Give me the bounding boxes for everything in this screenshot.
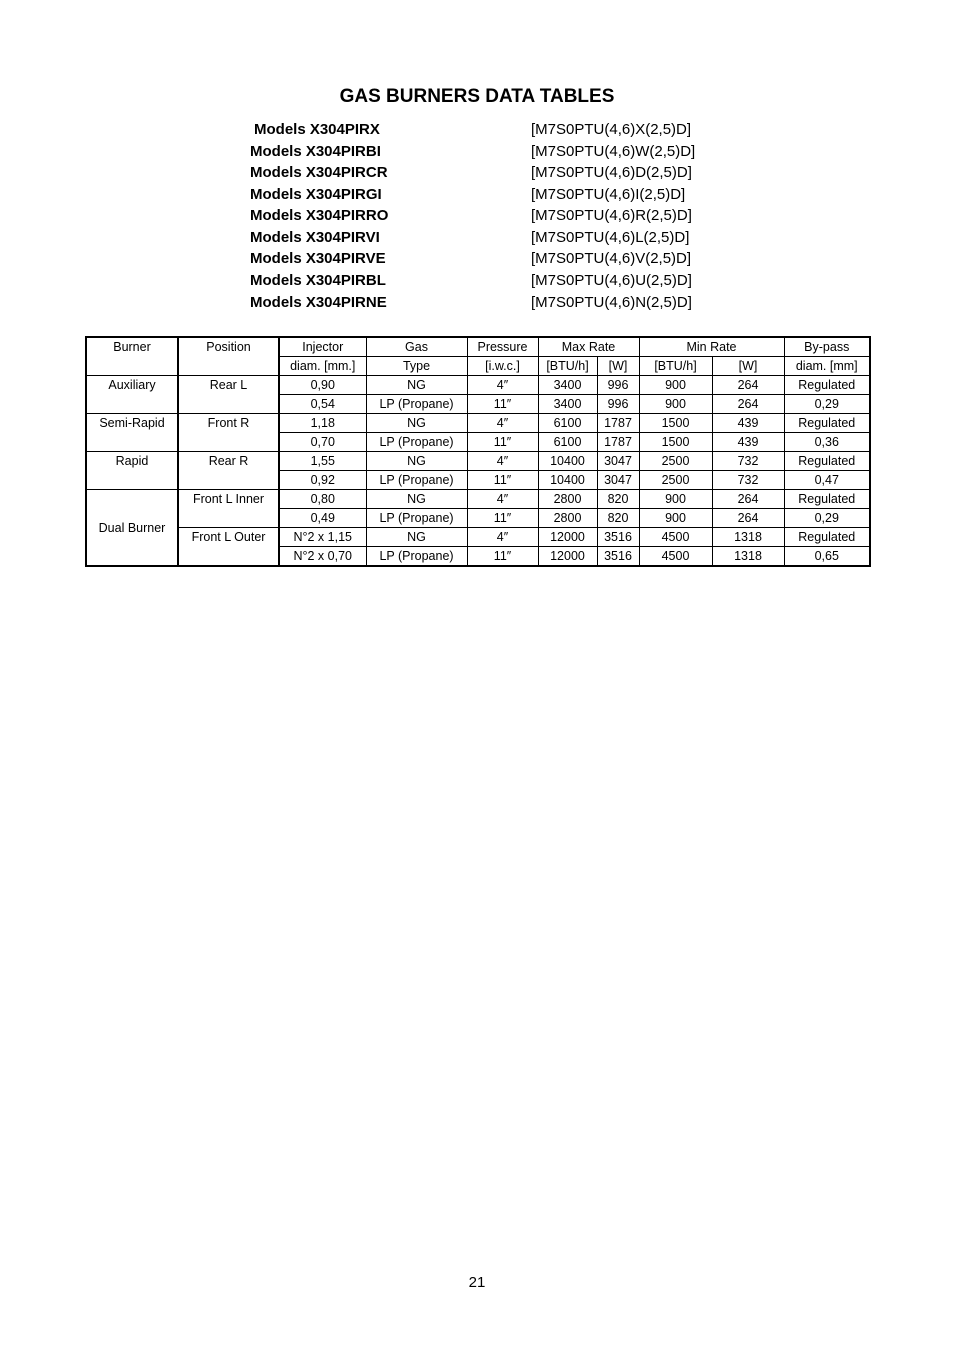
header-max-rate: Max Rate [538,337,639,357]
model-name: Models X304PIRX [254,121,380,138]
subheader-gas: Type [366,357,467,376]
table-row [86,490,870,509]
model-code: [M7S0PTU(4,6)D(2,5)D] [531,164,692,181]
model-row [0,121,954,143]
model-name: Models X304PIRNE [250,294,387,311]
cell-min-btu: 900 [639,490,712,509]
model-row [0,294,954,316]
cell-min-btu: 4500 [639,528,712,547]
cell-bypass: 0,29 [784,395,870,414]
cell-bypass: Regulated [784,452,870,471]
cell-min-w: 732 [712,471,784,490]
cell-min-btu: 1500 [639,414,712,433]
cell-pressure: 11″ [467,509,538,528]
subheader-min-w: [W] [712,357,784,376]
cell-injector: N°2 x 0,70 [279,547,366,567]
header-bypass: By-pass [784,337,870,357]
cell-bypass: 0,36 [784,433,870,452]
cell-gas: LP (Propane) [366,395,467,414]
cell-min-w: 1318 [712,547,784,567]
cell-max-w: 3047 [597,452,639,471]
cell-min-w: 264 [712,395,784,414]
cell-max-w: 1787 [597,433,639,452]
page-number: 21 [468,1274,486,1291]
header-gas: Gas [366,337,467,357]
cell-max-btu: 2800 [538,509,597,528]
model-row [0,250,954,272]
cell-bypass: Regulated [784,376,870,395]
model-code: [M7S0PTU(4,6)L(2,5)D] [531,229,690,246]
table-row [86,452,870,471]
cell-gas: NG [366,528,467,547]
cell-gas: NG [366,452,467,471]
cell-injector: N°2 x 1,15 [279,528,366,547]
model-code: [M7S0PTU(4,6)I(2,5)D] [531,186,686,203]
cell-max-w: 996 [597,395,639,414]
model-row [0,143,954,165]
cell-max-btu: 2800 [538,490,597,509]
cell-gas: LP (Propane) [366,547,467,567]
header-pressure: Pressure [467,337,538,357]
table-row [86,414,870,433]
cell-pressure: 4″ [467,528,538,547]
cell-min-w: 1318 [712,528,784,547]
cell-injector: 0,54 [279,395,366,414]
cell-max-btu: 10400 [538,452,597,471]
cell-min-btu: 2500 [639,471,712,490]
model-row [0,272,954,294]
cell-min-btu: 4500 [639,547,712,567]
cell-pressure: 4″ [467,376,538,395]
cell-max-w: 820 [597,490,639,509]
cell-bypass: 0,47 [784,471,870,490]
cell-bypass: Regulated [784,414,870,433]
subheader-max-btu: [BTU/h] [538,357,597,376]
model-name: Models X304PIRVI [250,229,380,246]
cell-gas: NG [366,376,467,395]
cell-min-w: 439 [712,414,784,433]
cell-max-btu: 6100 [538,414,597,433]
cell-injector: 0,70 [279,433,366,452]
cell-injector: 0,80 [279,490,366,509]
cell-min-w: 264 [712,376,784,395]
cell-max-btu: 12000 [538,528,597,547]
cell-injector: 0,49 [279,509,366,528]
model-name: Models X304PIRBI [250,143,381,160]
cell-min-w: 264 [712,509,784,528]
model-code: [M7S0PTU(4,6)R(2,5)D] [531,207,692,224]
model-name: Models X304PIRBL [250,272,386,289]
cell-position: Front L Inner [178,490,279,528]
cell-bypass: 0,29 [784,509,870,528]
model-name: Models X304PIRGI [250,186,382,203]
cell-injector: 0,90 [279,376,366,395]
model-code: [M7S0PTU(4,6)V(2,5)D] [531,250,692,267]
cell-injector: 1,55 [279,452,366,471]
cell-gas: LP (Propane) [366,509,467,528]
cell-min-btu: 1500 [639,433,712,452]
model-code: [M7S0PTU(4,6)W(2,5)D] [531,143,696,160]
cell-pressure: 4″ [467,452,538,471]
subheader-pressure: [i.w.c.] [467,357,538,376]
cell-burner: Dual Burner [86,490,178,567]
cell-pressure: 11″ [467,547,538,567]
model-row [0,229,954,251]
cell-bypass: 0,65 [784,547,870,567]
cell-injector: 1,18 [279,414,366,433]
cell-max-btu: 10400 [538,471,597,490]
cell-pressure: 11″ [467,433,538,452]
subheader-max-w: [W] [597,357,639,376]
cell-bypass: Regulated [784,490,870,509]
subheader-bypass: diam. [mm] [784,357,870,376]
model-row [0,207,954,229]
model-name: Models X304PIRRO [250,207,389,224]
cell-min-w: 264 [712,490,784,509]
cell-max-btu: 3400 [538,395,597,414]
model-code: [M7S0PTU(4,6)U(2,5)D] [531,272,692,289]
cell-min-btu: 900 [639,395,712,414]
page-title: GAS BURNERS DATA TABLES [339,86,615,107]
table-header-row [86,337,870,357]
model-name: Models X304PIRVE [250,250,386,267]
model-code: [M7S0PTU(4,6)N(2,5)D] [531,294,692,311]
cell-max-w: 1787 [597,414,639,433]
cell-position: Front R [178,414,279,452]
cell-min-w: 439 [712,433,784,452]
cell-max-btu: 6100 [538,433,597,452]
cell-burner: Rapid [86,452,178,490]
gas-burners-table [85,336,871,567]
model-row [0,164,954,186]
cell-min-btu: 900 [639,376,712,395]
model-code: [M7S0PTU(4,6)X(2,5)D] [531,121,692,138]
subheader-min-btu: [BTU/h] [639,357,712,376]
table-row [86,376,870,395]
cell-pressure: 11″ [467,471,538,490]
cell-gas: LP (Propane) [366,433,467,452]
cell-position: Rear R [178,452,279,490]
model-name: Models X304PIRCR [250,164,388,181]
cell-gas: NG [366,490,467,509]
cell-max-w: 3516 [597,528,639,547]
cell-pressure: 4″ [467,490,538,509]
cell-max-btu: 12000 [538,547,597,567]
cell-max-btu: 3400 [538,376,597,395]
cell-burner: Semi-Rapid [86,414,178,452]
cell-max-w: 820 [597,509,639,528]
header-injector: Injector [279,337,366,357]
cell-min-btu: 2500 [639,452,712,471]
cell-position: Front L Outer [178,528,279,567]
cell-max-w: 996 [597,376,639,395]
cell-gas: NG [366,414,467,433]
cell-position: Rear L [178,376,279,414]
cell-max-w: 3047 [597,471,639,490]
cell-min-w: 732 [712,452,784,471]
cell-gas: LP (Propane) [366,471,467,490]
cell-min-btu: 900 [639,509,712,528]
model-row [0,186,954,208]
subheader-injector: diam. [mm.] [279,357,366,376]
cell-injector: 0,92 [279,471,366,490]
cell-max-w: 3516 [597,547,639,567]
cell-burner: Auxiliary [86,376,178,414]
cell-bypass: Regulated [784,528,870,547]
header-burner: Burner [86,337,178,376]
header-position: Position [178,337,279,376]
cell-pressure: 4″ [467,414,538,433]
header-min-rate: Min Rate [639,337,784,357]
table-row [86,528,870,547]
cell-pressure: 11″ [467,395,538,414]
